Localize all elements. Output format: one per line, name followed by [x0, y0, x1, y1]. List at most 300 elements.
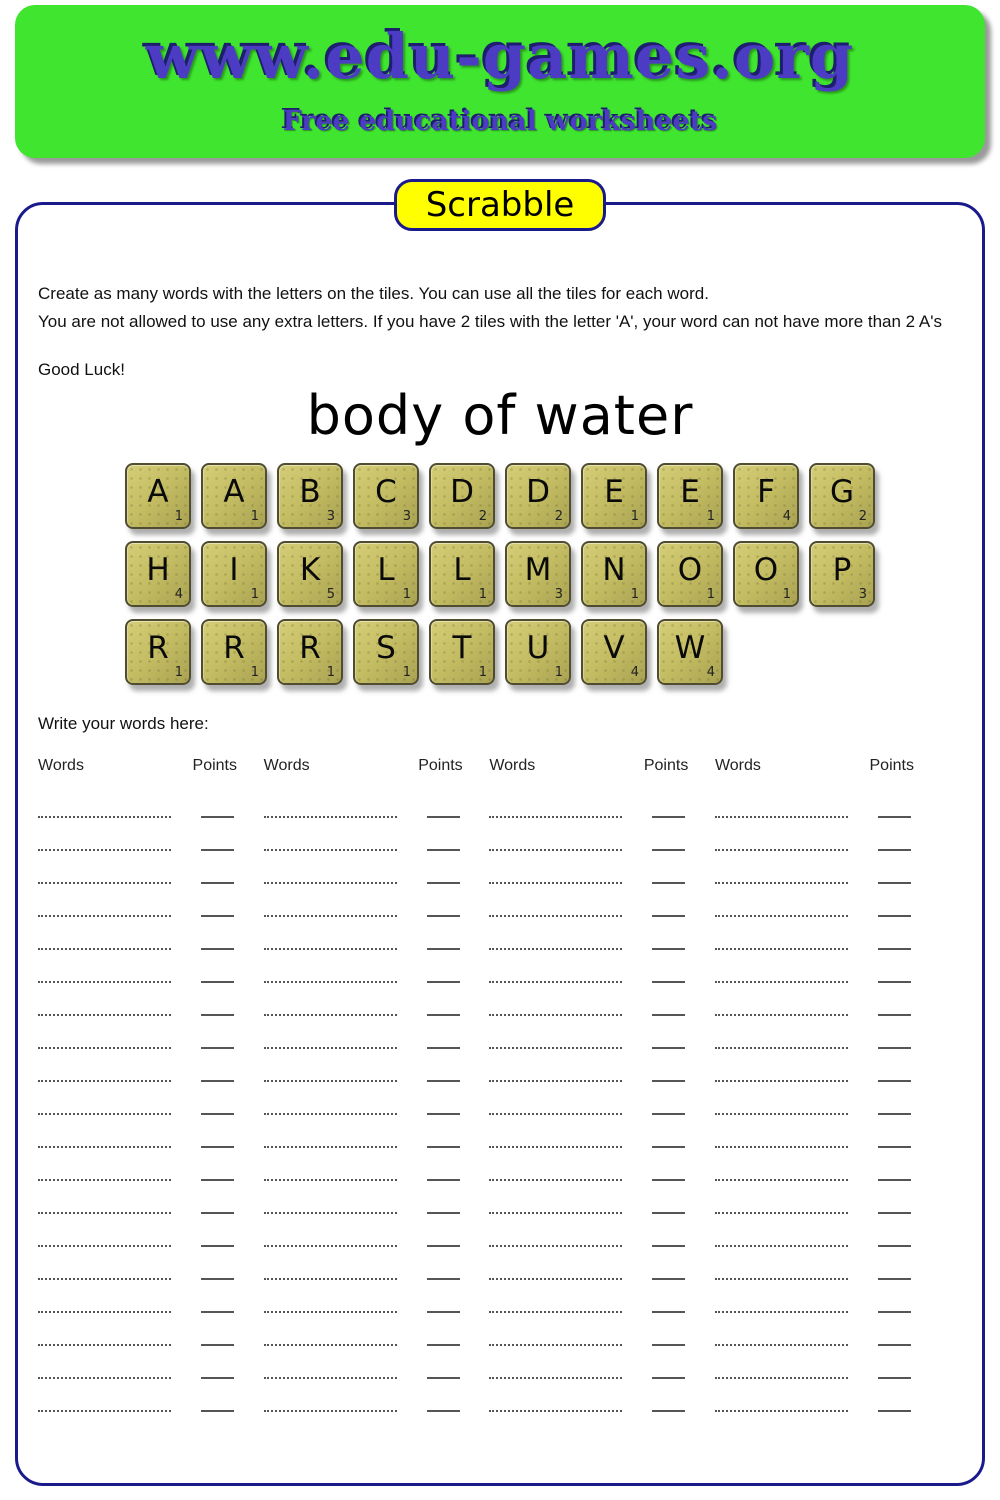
- word-writing-line: [715, 1014, 848, 1016]
- answer-row: [489, 791, 714, 824]
- answer-row: [264, 1253, 489, 1286]
- answer-row: [38, 824, 263, 857]
- word-writing-line: [264, 948, 397, 950]
- tile-points: 2: [858, 509, 867, 524]
- tile-letter: D: [450, 473, 474, 510]
- scrabble-tile: [277, 463, 343, 529]
- points-writing-line: [878, 1377, 911, 1379]
- tile-points: 1: [478, 665, 487, 680]
- answer-row: [489, 1220, 714, 1253]
- word-writing-line: [715, 1212, 848, 1214]
- word-writing-line: [264, 915, 397, 917]
- answer-row: [489, 923, 714, 956]
- answer-row: [264, 1187, 489, 1220]
- answer-row: [38, 1385, 263, 1418]
- points-writing-line: [201, 1179, 234, 1181]
- word-writing-line: [715, 1278, 848, 1280]
- points-writing-line: [427, 1344, 460, 1346]
- points-writing-line: [652, 981, 685, 983]
- points-writing-line: [201, 915, 234, 917]
- tile-points: 1: [174, 509, 183, 524]
- word-writing-line: [489, 1212, 622, 1214]
- points-writing-line: [427, 1311, 460, 1313]
- tile-points: 3: [326, 509, 335, 524]
- points-header: Points: [643, 757, 689, 774]
- tile-points: 1: [630, 509, 639, 524]
- answer-column-header: [715, 757, 940, 779]
- points-writing-line: [878, 915, 911, 917]
- tile-letter: U: [526, 629, 550, 666]
- word-writing-line: [38, 1377, 171, 1379]
- word-writing-line: [264, 849, 397, 851]
- points-writing-line: [652, 1344, 685, 1346]
- tile-letter: L: [377, 551, 395, 588]
- tiles: [125, 463, 875, 685]
- answer-row: [264, 791, 489, 824]
- points-writing-line: [427, 882, 460, 884]
- answer-row: [489, 956, 714, 989]
- word-writing-line: [264, 1278, 397, 1280]
- answer-row: [715, 1385, 940, 1418]
- scrabble-tile: [201, 463, 267, 529]
- word-writing-line: [264, 1080, 397, 1082]
- scrabble-tile: [277, 619, 343, 685]
- answer-row: [715, 1055, 940, 1088]
- words-header: Words: [263, 757, 310, 774]
- points-writing-line: [201, 849, 234, 851]
- points-writing-line: [201, 882, 234, 884]
- word-writing-line: [38, 1179, 171, 1181]
- answer-column-header: [38, 757, 263, 779]
- tile-letter: T: [452, 629, 472, 666]
- puzzle-title: body of water: [306, 384, 694, 447]
- answer-row: [489, 1121, 714, 1154]
- words-column-group: [489, 757, 714, 1418]
- answer-row: [715, 857, 940, 890]
- points-writing-line: [878, 1410, 911, 1412]
- tile-points: 4: [174, 587, 183, 602]
- tile-points: 1: [402, 665, 411, 680]
- answer-row: [715, 1253, 940, 1286]
- answer-row: [489, 1319, 714, 1352]
- scrabble-tile: [657, 463, 723, 529]
- points-writing-line: [878, 849, 911, 851]
- points-writing-line: [878, 1080, 911, 1082]
- points-writing-line: [201, 1146, 234, 1148]
- tile-points: 3: [858, 587, 867, 602]
- points-writing-line: [201, 948, 234, 950]
- tile-points: 4: [782, 509, 791, 524]
- answer-row: [38, 857, 263, 890]
- tile-points: 1: [250, 509, 259, 524]
- points-writing-line: [201, 1278, 234, 1280]
- word-writing-line: [489, 882, 622, 884]
- points-writing-line: [878, 882, 911, 884]
- word-writing-line: [489, 1278, 622, 1280]
- scrabble-tile: [581, 541, 647, 607]
- points-writing-line: [201, 1344, 234, 1346]
- answer-row: [489, 1055, 714, 1088]
- tile-points: 1: [630, 587, 639, 602]
- answer-row: [264, 1385, 489, 1418]
- word-writing-line: [38, 849, 171, 851]
- tile-letter: V: [603, 629, 625, 666]
- answer-row: [715, 1022, 940, 1055]
- words-column-group: [264, 757, 489, 1418]
- points-writing-line: [878, 1344, 911, 1346]
- tile-points: 1: [402, 587, 411, 602]
- points-writing-line: [878, 948, 911, 950]
- scrabble-tile: [429, 463, 495, 529]
- answer-row: [715, 1352, 940, 1385]
- scrabble-tile: [505, 463, 571, 529]
- points-writing-line: [427, 1179, 460, 1181]
- answer-row: [264, 1286, 489, 1319]
- tile-letter: N: [602, 551, 626, 588]
- worksheet-tab: [394, 179, 606, 231]
- tile-letter: L: [453, 551, 471, 588]
- answer-row: [489, 1286, 714, 1319]
- answer-row: [715, 1088, 940, 1121]
- word-writing-line: [715, 1410, 848, 1412]
- tile-letter: I: [229, 551, 239, 588]
- words-header: Words: [714, 757, 761, 774]
- tile-letter: O: [677, 551, 703, 588]
- points-writing-line: [878, 1146, 911, 1148]
- answer-row: [489, 1088, 714, 1121]
- word-writing-line: [38, 981, 171, 983]
- site-banner: [15, 5, 985, 158]
- scrabble-tile: [505, 541, 571, 607]
- points-writing-line: [427, 1146, 460, 1148]
- tile-letter: D: [526, 473, 550, 510]
- tile-points: 1: [554, 665, 563, 680]
- tile-letter: A: [223, 473, 245, 510]
- answer-row: [715, 890, 940, 923]
- answer-row: [38, 1286, 263, 1319]
- answer-row: [264, 857, 489, 890]
- answer-row: [38, 791, 263, 824]
- tile-letter: K: [299, 551, 321, 588]
- word-writing-line: [489, 1179, 622, 1181]
- word-writing-line: [715, 1377, 848, 1379]
- answer-row: [264, 1319, 489, 1352]
- tile-points: 4: [706, 665, 715, 680]
- points-writing-line: [427, 1377, 460, 1379]
- points-writing-line: [652, 1278, 685, 1280]
- word-writing-line: [489, 1410, 622, 1412]
- points-writing-line: [201, 1212, 234, 1214]
- points-writing-line: [427, 1410, 460, 1412]
- tile-letter: O: [753, 551, 779, 588]
- answer-row: [264, 956, 489, 989]
- scrabble-tile: [581, 463, 647, 529]
- word-writing-line: [489, 1080, 622, 1082]
- words-column-group: [715, 757, 940, 1418]
- answer-row: [264, 1154, 489, 1187]
- tile-letter: R: [147, 629, 169, 666]
- word-writing-line: [489, 1146, 622, 1148]
- answer-row: [38, 1154, 263, 1187]
- points-writing-line: [201, 816, 234, 818]
- scrabble-tile: [353, 619, 419, 685]
- points-writing-line: [201, 1080, 234, 1082]
- answer-row: [38, 1022, 263, 1055]
- answer-row: [264, 890, 489, 923]
- answer-row: [38, 1055, 263, 1088]
- site-tagline: Free educational worksheets: [282, 106, 718, 137]
- word-writing-line: [38, 948, 171, 950]
- points-writing-line: [652, 882, 685, 884]
- points-writing-line: [201, 1014, 234, 1016]
- word-writing-line: [38, 1311, 171, 1313]
- word-writing-line: [489, 1047, 622, 1049]
- word-writing-line: [715, 1311, 848, 1313]
- words-header: Words: [489, 757, 536, 774]
- answer-row: [38, 989, 263, 1022]
- points-writing-line: [878, 1311, 911, 1313]
- answer-row: [38, 923, 263, 956]
- tile-letter: S: [376, 629, 396, 666]
- word-writing-line: [715, 1146, 848, 1148]
- points-writing-line: [427, 1047, 460, 1049]
- word-writing-line: [715, 915, 848, 917]
- answer-row: [38, 890, 263, 923]
- points-writing-line: [427, 1245, 460, 1247]
- word-writing-line: [264, 1146, 397, 1148]
- answer-row: [489, 1187, 714, 1220]
- points-writing-line: [201, 981, 234, 983]
- points-header: Points: [192, 757, 237, 774]
- site-title: www.edu-games.org: [145, 20, 855, 93]
- word-writing-line: [264, 1245, 397, 1247]
- tile-letter: R: [223, 629, 245, 666]
- word-writing-line: [489, 1113, 622, 1115]
- word-writing-line: [38, 1410, 171, 1412]
- tile-letter: M: [524, 551, 552, 588]
- tile-points: 2: [554, 509, 563, 524]
- instructions-line-2: You are not allowed to use any extra letters. If you have 2 tiles with the letter 'A', your word can not have more than 2 A's: [38, 312, 943, 331]
- word-writing-line: [38, 1113, 171, 1115]
- points-writing-line: [652, 1080, 685, 1082]
- answer-row: [715, 1121, 940, 1154]
- answer-row: [715, 1154, 940, 1187]
- word-writing-line: [489, 1311, 622, 1313]
- answer-row: [489, 1352, 714, 1385]
- word-writing-line: [264, 1377, 397, 1379]
- word-writing-line: [264, 1311, 397, 1313]
- scrabble-tile: [277, 541, 343, 607]
- tile-points: 1: [706, 509, 715, 524]
- word-writing-line: [38, 1278, 171, 1280]
- word-writing-line: [715, 1245, 848, 1247]
- word-writing-line: [38, 1146, 171, 1148]
- answer-row: [38, 956, 263, 989]
- tile-letter: W: [674, 629, 706, 666]
- points-writing-line: [427, 915, 460, 917]
- answer-row: [264, 824, 489, 857]
- word-writing-line: [489, 1245, 622, 1247]
- points-writing-line: [652, 1179, 685, 1181]
- word-writing-line: [38, 882, 171, 884]
- points-writing-line: [427, 849, 460, 851]
- word-writing-line: [264, 882, 397, 884]
- word-writing-line: [38, 1212, 171, 1214]
- tile-points: 1: [250, 587, 259, 602]
- scrabble-tile: [657, 541, 723, 607]
- scrabble-tile: [733, 541, 799, 607]
- worksheet-tab-label: Scrabble: [425, 185, 575, 225]
- scrabble-tile: [581, 619, 647, 685]
- tile-letter: R: [299, 629, 321, 666]
- word-writing-line: [715, 882, 848, 884]
- points-writing-line: [652, 849, 685, 851]
- tile-points: 1: [478, 587, 487, 602]
- answer-row: [38, 1121, 263, 1154]
- answer-row: [715, 791, 940, 824]
- answer-row: [264, 923, 489, 956]
- points-writing-line: [427, 1080, 460, 1082]
- answer-row: [715, 923, 940, 956]
- points-writing-line: [878, 981, 911, 983]
- tile-points: 1: [174, 665, 183, 680]
- scrabble-tile: [809, 541, 875, 607]
- word-writing-line: [715, 849, 848, 851]
- points-writing-line: [652, 816, 685, 818]
- points-writing-line: [878, 1014, 911, 1016]
- tile-row: [125, 619, 875, 685]
- tile-letter: P: [832, 551, 852, 588]
- tile-points: 3: [554, 587, 563, 602]
- points-writing-line: [201, 1377, 234, 1379]
- points-writing-line: [652, 1245, 685, 1247]
- answer-row: [38, 1220, 263, 1253]
- scrabble-tile: [733, 463, 799, 529]
- tile-row: [125, 541, 875, 607]
- answer-row: [38, 1352, 263, 1385]
- tile-letter: H: [146, 551, 170, 588]
- word-writing-line: [38, 1047, 171, 1049]
- scrabble-tile: [429, 619, 495, 685]
- words-header: Words: [38, 757, 84, 774]
- points-writing-line: [652, 915, 685, 917]
- instructions-line-1: Create as many words with the letters on the tiles. You can use all the tiles for each word.: [38, 284, 709, 303]
- word-writing-line: [264, 1212, 397, 1214]
- scrabble-tile: [809, 463, 875, 529]
- points-writing-line: [652, 1377, 685, 1379]
- tile-points: 1: [706, 587, 715, 602]
- points-writing-line: [201, 1113, 234, 1115]
- answer-row: [489, 1253, 714, 1286]
- answer-row: [715, 989, 940, 1022]
- answer-row: [715, 1187, 940, 1220]
- tile-letter: C: [375, 473, 397, 510]
- answer-row: [489, 989, 714, 1022]
- points-writing-line: [878, 1179, 911, 1181]
- points-writing-line: [652, 1311, 685, 1313]
- word-writing-line: [264, 1014, 397, 1016]
- answer-row: [489, 857, 714, 890]
- tile-points: 2: [478, 509, 487, 524]
- word-writing-line: [38, 1245, 171, 1247]
- points-writing-line: [201, 1245, 234, 1247]
- word-writing-line: [38, 1014, 171, 1016]
- tile-letter: F: [757, 473, 775, 510]
- word-writing-line: [38, 816, 171, 818]
- points-writing-line: [652, 1014, 685, 1016]
- answer-row: [715, 956, 940, 989]
- points-writing-line: [652, 1113, 685, 1115]
- tile-points: 1: [250, 665, 259, 680]
- word-writing-line: [264, 1179, 397, 1181]
- points-writing-line: [652, 1410, 685, 1412]
- answer-row: [264, 1022, 489, 1055]
- word-writing-line: [264, 1113, 397, 1115]
- answer-row: [489, 1022, 714, 1055]
- word-writing-line: [489, 981, 622, 983]
- scrabble-tile: [201, 541, 267, 607]
- answer-row: [715, 1319, 940, 1352]
- tile-points: 1: [782, 587, 791, 602]
- word-writing-line: [715, 1344, 848, 1346]
- words-column-group: [38, 757, 263, 1418]
- points-writing-line: [427, 948, 460, 950]
- answer-row: [264, 1220, 489, 1253]
- points-writing-line: [878, 1245, 911, 1247]
- word-writing-line: [715, 1113, 848, 1115]
- answer-row: [264, 989, 489, 1022]
- answer-row: [38, 1319, 263, 1352]
- answer-row: [38, 1253, 263, 1286]
- points-writing-line: [427, 1014, 460, 1016]
- tile-letter: E: [604, 473, 624, 510]
- word-writing-line: [264, 1047, 397, 1049]
- tile-row: [125, 463, 875, 529]
- word-writing-line: [264, 1344, 397, 1346]
- answer-table: [38, 757, 940, 1418]
- scrabble-tile: [201, 619, 267, 685]
- word-writing-line: [715, 816, 848, 818]
- answer-row: [715, 824, 940, 857]
- write-words-label: Write your words here:: [38, 714, 209, 733]
- word-writing-line: [715, 1080, 848, 1082]
- answer-row: [38, 1088, 263, 1121]
- word-writing-line: [38, 915, 171, 917]
- points-writing-line: [878, 1278, 911, 1280]
- points-writing-line: [201, 1410, 234, 1412]
- answer-row: [38, 1187, 263, 1220]
- points-header: Points: [869, 757, 914, 774]
- points-writing-line: [652, 1146, 685, 1148]
- points-writing-line: [427, 981, 460, 983]
- points-writing-line: [427, 1113, 460, 1115]
- word-writing-line: [38, 1080, 171, 1082]
- scrabble-tile: [429, 541, 495, 607]
- word-writing-line: [489, 849, 622, 851]
- answer-row: [489, 1385, 714, 1418]
- word-writing-line: [489, 948, 622, 950]
- word-writing-line: [715, 948, 848, 950]
- tile-letter: E: [680, 473, 700, 510]
- word-writing-line: [715, 1047, 848, 1049]
- word-writing-line: [489, 915, 622, 917]
- tile-points: 3: [402, 509, 411, 524]
- scrabble-tile: [505, 619, 571, 685]
- points-writing-line: [878, 1047, 911, 1049]
- word-writing-line: [715, 1179, 848, 1181]
- answer-row: [264, 1121, 489, 1154]
- scrabble-tile: [353, 541, 419, 607]
